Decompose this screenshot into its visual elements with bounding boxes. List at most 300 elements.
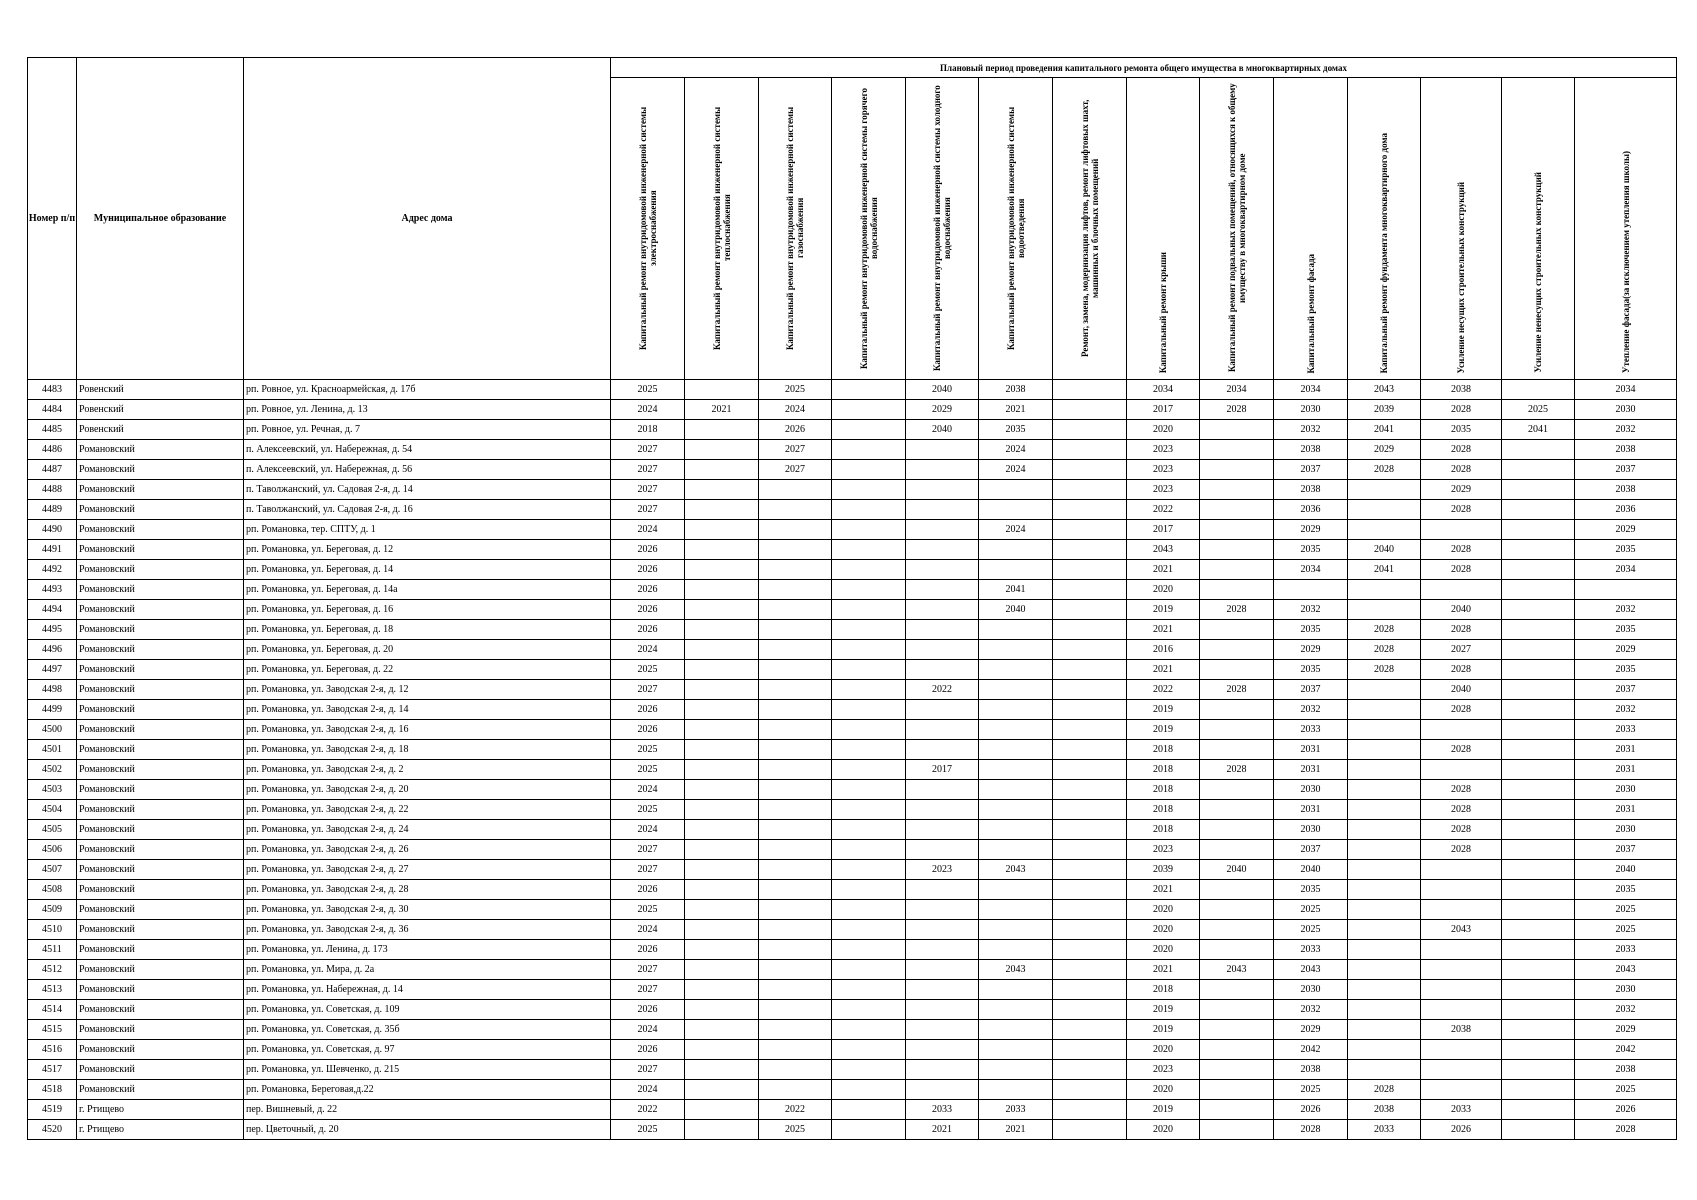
year-cell: 2026 bbox=[611, 600, 685, 620]
year-cell bbox=[685, 1100, 759, 1120]
year-cell bbox=[1421, 1080, 1502, 1100]
year-cell bbox=[1502, 480, 1575, 500]
year-cell: 2031 bbox=[1274, 740, 1348, 760]
year-cell bbox=[1502, 940, 1575, 960]
col-header-work-5 bbox=[906, 78, 979, 380]
year-cell bbox=[1421, 880, 1502, 900]
row-number: 4497 bbox=[28, 660, 77, 680]
col-header-municipality: Муниципальное образование bbox=[77, 58, 244, 380]
table-row bbox=[28, 380, 1677, 400]
municipality: Романовский bbox=[77, 760, 244, 780]
year-cell: 2020 bbox=[1127, 1080, 1200, 1100]
year-cell bbox=[1348, 980, 1421, 1000]
year-cell bbox=[832, 420, 906, 440]
year-cell bbox=[1421, 900, 1502, 920]
year-cell bbox=[759, 920, 832, 940]
year-cell: 2030 bbox=[1575, 820, 1677, 840]
year-cell: 2028 bbox=[1421, 440, 1502, 460]
year-cell bbox=[906, 540, 979, 560]
year-cell: 2035 bbox=[1421, 420, 1502, 440]
table-row bbox=[28, 960, 1677, 980]
row-number: 4514 bbox=[28, 1000, 77, 1020]
year-cell bbox=[1053, 800, 1127, 820]
year-cell: 2018 bbox=[1127, 760, 1200, 780]
year-cell bbox=[906, 480, 979, 500]
municipality: Романовский bbox=[77, 600, 244, 620]
year-cell bbox=[832, 720, 906, 740]
table-row bbox=[28, 940, 1677, 960]
address: рп. Романовка, ул. Шевченко, д. 215 bbox=[244, 1060, 611, 1080]
year-cell bbox=[1200, 1020, 1274, 1040]
year-cell bbox=[832, 860, 906, 880]
year-cell: 2040 bbox=[1421, 680, 1502, 700]
year-cell bbox=[1053, 860, 1127, 880]
year-cell: 2028 bbox=[1348, 640, 1421, 660]
col-header-work-3 bbox=[759, 78, 832, 380]
year-cell bbox=[979, 640, 1053, 660]
year-cell bbox=[759, 820, 832, 840]
year-cell bbox=[1348, 580, 1421, 600]
year-cell: 2027 bbox=[1421, 640, 1502, 660]
year-cell: 2039 bbox=[1348, 400, 1421, 420]
year-cell: 2025 bbox=[1274, 900, 1348, 920]
year-cell bbox=[832, 1020, 906, 1040]
year-cell bbox=[832, 680, 906, 700]
year-cell bbox=[1421, 760, 1502, 780]
year-cell bbox=[1053, 1000, 1127, 1020]
year-cell bbox=[759, 780, 832, 800]
year-cell: 2024 bbox=[611, 820, 685, 840]
year-cell: 2029 bbox=[1575, 520, 1677, 540]
year-cell bbox=[832, 540, 906, 560]
year-cell bbox=[1053, 660, 1127, 680]
year-cell: 2043 bbox=[1274, 960, 1348, 980]
year-cell bbox=[1200, 720, 1274, 740]
year-cell: 2023 bbox=[1127, 480, 1200, 500]
table-row bbox=[28, 780, 1677, 800]
year-cell bbox=[1200, 840, 1274, 860]
year-cell: 2032 bbox=[1274, 600, 1348, 620]
row-number: 4519 bbox=[28, 1100, 77, 1120]
year-cell bbox=[1502, 700, 1575, 720]
row-number: 4511 bbox=[28, 940, 77, 960]
year-cell: 2028 bbox=[1421, 740, 1502, 760]
year-cell bbox=[1502, 440, 1575, 460]
year-cell bbox=[1200, 440, 1274, 460]
year-cell bbox=[1200, 460, 1274, 480]
address: рп. Романовка, ул. Советская, д. 109 bbox=[244, 1000, 611, 1020]
year-cell bbox=[906, 460, 979, 480]
year-cell bbox=[1053, 960, 1127, 980]
year-cell bbox=[1502, 500, 1575, 520]
year-cell: 2020 bbox=[1127, 920, 1200, 940]
year-cell bbox=[1348, 1020, 1421, 1040]
year-cell: 2024 bbox=[611, 920, 685, 940]
year-cell: 2032 bbox=[1274, 700, 1348, 720]
year-cell bbox=[1348, 800, 1421, 820]
municipality: Романовский bbox=[77, 1000, 244, 1020]
row-number: 4483 bbox=[28, 380, 77, 400]
year-cell: 2018 bbox=[1127, 740, 1200, 760]
address: рп. Романовка, ул. Заводская 2-я, д. 16 bbox=[244, 720, 611, 740]
year-cell bbox=[1348, 680, 1421, 700]
year-cell: 2032 bbox=[1575, 1000, 1677, 1020]
year-cell bbox=[1502, 560, 1575, 580]
year-cell bbox=[832, 780, 906, 800]
year-cell: 2035 bbox=[1274, 620, 1348, 640]
table-row bbox=[28, 840, 1677, 860]
year-cell bbox=[759, 580, 832, 600]
year-cell bbox=[685, 780, 759, 800]
address: рп. Романовка, ул. Заводская 2-я, д. 14 bbox=[244, 700, 611, 720]
year-cell: 2032 bbox=[1575, 700, 1677, 720]
year-cell bbox=[1053, 880, 1127, 900]
year-cell: 2035 bbox=[979, 420, 1053, 440]
year-cell bbox=[906, 900, 979, 920]
municipality: Ровенский bbox=[77, 380, 244, 400]
year-cell bbox=[979, 680, 1053, 700]
table-row bbox=[28, 1060, 1677, 1080]
year-cell: 2028 bbox=[1200, 600, 1274, 620]
year-cell bbox=[685, 900, 759, 920]
year-cell bbox=[759, 680, 832, 700]
year-cell: 2033 bbox=[906, 1100, 979, 1120]
year-cell bbox=[1348, 1060, 1421, 1080]
year-cell bbox=[832, 700, 906, 720]
year-cell: 2029 bbox=[1274, 1020, 1348, 1040]
year-cell: 2026 bbox=[611, 540, 685, 560]
year-cell bbox=[979, 700, 1053, 720]
address: п. Таволжанский, ул. Садовая 2-я, д. 16 bbox=[244, 500, 611, 520]
year-cell: 2024 bbox=[611, 780, 685, 800]
year-cell bbox=[1502, 460, 1575, 480]
year-cell bbox=[1502, 800, 1575, 820]
year-cell bbox=[1053, 820, 1127, 840]
address: рп. Романовка, ул. Береговая, д. 12 bbox=[244, 540, 611, 560]
address: п. Таволжанский, ул. Садовая 2-я, д. 14 bbox=[244, 480, 611, 500]
year-cell bbox=[685, 860, 759, 880]
year-cell: 2023 bbox=[1127, 440, 1200, 460]
year-cell bbox=[906, 800, 979, 820]
year-cell bbox=[906, 720, 979, 740]
row-number: 4517 bbox=[28, 1060, 77, 1080]
row-number: 4506 bbox=[28, 840, 77, 860]
year-cell bbox=[1502, 1000, 1575, 1020]
year-cell bbox=[759, 960, 832, 980]
year-cell bbox=[832, 620, 906, 640]
col-header-work-14 bbox=[1575, 78, 1677, 380]
year-cell bbox=[979, 880, 1053, 900]
year-cell: 2024 bbox=[979, 520, 1053, 540]
year-cell bbox=[832, 1120, 906, 1140]
year-cell bbox=[1502, 720, 1575, 740]
year-cell bbox=[685, 700, 759, 720]
year-cell bbox=[906, 580, 979, 600]
address: рп. Романовка, ул. Береговая, д. 18 bbox=[244, 620, 611, 640]
year-cell: 2034 bbox=[1200, 380, 1274, 400]
year-cell bbox=[1200, 420, 1274, 440]
year-cell bbox=[1502, 860, 1575, 880]
year-cell bbox=[759, 980, 832, 1000]
address: рп. Романовка, ул. Береговая, д. 14 bbox=[244, 560, 611, 580]
work-type-label: Утепление фасада(за исключением утепления школы) bbox=[1620, 150, 1631, 373]
year-cell: 2018 bbox=[1127, 980, 1200, 1000]
year-cell bbox=[1502, 1060, 1575, 1080]
year-cell: 2026 bbox=[611, 1040, 685, 1060]
year-cell bbox=[979, 1020, 1053, 1040]
year-cell: 2028 bbox=[1421, 840, 1502, 860]
year-cell bbox=[832, 940, 906, 960]
table-row bbox=[28, 820, 1677, 840]
municipality: Ровенский bbox=[77, 400, 244, 420]
year-cell bbox=[759, 1020, 832, 1040]
work-type-label: Капитальный ремонт внутридомовой инженерной системы горячего водоснабжения bbox=[858, 87, 879, 369]
year-cell bbox=[906, 960, 979, 980]
year-cell bbox=[759, 540, 832, 560]
address: рп. Романовка, ул. Береговая, д. 16 bbox=[244, 600, 611, 620]
year-cell bbox=[979, 1080, 1053, 1100]
year-cell: 2026 bbox=[611, 620, 685, 640]
year-cell: 2040 bbox=[1200, 860, 1274, 880]
year-cell bbox=[979, 760, 1053, 780]
year-cell: 2028 bbox=[1421, 460, 1502, 480]
year-cell bbox=[759, 620, 832, 640]
year-cell: 2035 bbox=[1575, 660, 1677, 680]
year-cell bbox=[979, 780, 1053, 800]
year-cell bbox=[1053, 1120, 1127, 1140]
year-cell bbox=[1053, 580, 1127, 600]
year-cell bbox=[1053, 700, 1127, 720]
year-cell bbox=[832, 560, 906, 580]
year-cell bbox=[685, 980, 759, 1000]
table-row bbox=[28, 700, 1677, 720]
year-cell bbox=[685, 1000, 759, 1020]
year-cell: 2027 bbox=[611, 860, 685, 880]
table-row bbox=[28, 440, 1677, 460]
table-row bbox=[28, 660, 1677, 680]
year-cell: 2027 bbox=[611, 960, 685, 980]
year-cell bbox=[979, 740, 1053, 760]
year-cell: 2029 bbox=[1421, 480, 1502, 500]
year-cell bbox=[1053, 1100, 1127, 1120]
year-cell bbox=[979, 980, 1053, 1000]
year-cell: 2043 bbox=[1421, 920, 1502, 940]
year-cell bbox=[979, 800, 1053, 820]
year-cell bbox=[1348, 960, 1421, 980]
year-cell bbox=[906, 620, 979, 640]
year-cell bbox=[906, 980, 979, 1000]
year-cell bbox=[1575, 580, 1677, 600]
municipality: Романовский bbox=[77, 740, 244, 760]
year-cell bbox=[759, 600, 832, 620]
year-cell bbox=[832, 1060, 906, 1080]
year-cell: 2022 bbox=[759, 1100, 832, 1120]
address: рп. Романовка, ул. Заводская 2-я, д. 27 bbox=[244, 860, 611, 880]
year-cell bbox=[685, 880, 759, 900]
year-cell: 2026 bbox=[611, 560, 685, 580]
table-row bbox=[28, 760, 1677, 780]
year-cell: 2043 bbox=[1575, 960, 1677, 980]
year-cell bbox=[759, 940, 832, 960]
year-cell bbox=[1421, 960, 1502, 980]
year-cell bbox=[1502, 900, 1575, 920]
year-cell bbox=[685, 820, 759, 840]
table-row bbox=[28, 1100, 1677, 1120]
year-cell bbox=[1502, 980, 1575, 1000]
address: рп. Ровное, ул. Речная, д. 7 bbox=[244, 420, 611, 440]
year-cell: 2038 bbox=[1575, 440, 1677, 460]
year-cell: 2040 bbox=[979, 600, 1053, 620]
year-cell: 2025 bbox=[1274, 920, 1348, 940]
address: рп. Романовка, ул. Ленина, д. 173 bbox=[244, 940, 611, 960]
year-cell: 2025 bbox=[611, 900, 685, 920]
year-cell: 2022 bbox=[1127, 680, 1200, 700]
municipality: Романовский bbox=[77, 560, 244, 580]
year-cell: 2033 bbox=[1274, 720, 1348, 740]
work-type-label: Капитальный ремонт крыши bbox=[1158, 251, 1168, 373]
year-cell: 2027 bbox=[759, 440, 832, 460]
municipality: Романовский bbox=[77, 460, 244, 480]
year-cell: 2033 bbox=[1348, 1120, 1421, 1140]
year-cell bbox=[759, 1040, 832, 1060]
year-cell: 2032 bbox=[1274, 420, 1348, 440]
year-cell bbox=[832, 380, 906, 400]
year-cell: 2038 bbox=[1274, 440, 1348, 460]
year-cell: 2028 bbox=[1421, 540, 1502, 560]
year-cell: 2019 bbox=[1127, 1020, 1200, 1040]
municipality: Романовский bbox=[77, 880, 244, 900]
municipality: Романовский bbox=[77, 680, 244, 700]
year-cell: 2022 bbox=[906, 680, 979, 700]
row-number: 4495 bbox=[28, 620, 77, 640]
municipality: г. Ртищево bbox=[77, 1120, 244, 1140]
work-type-label: Усиление несущих строительных конструкций bbox=[1456, 181, 1466, 373]
row-number: 4501 bbox=[28, 740, 77, 760]
year-cell bbox=[1348, 740, 1421, 760]
year-cell bbox=[1200, 1060, 1274, 1080]
municipality: г. Ртищево bbox=[77, 1100, 244, 1120]
year-cell: 2028 bbox=[1421, 500, 1502, 520]
row-number: 4509 bbox=[28, 900, 77, 920]
year-cell bbox=[685, 680, 759, 700]
year-cell bbox=[1421, 520, 1502, 540]
table-row bbox=[28, 680, 1677, 700]
year-cell: 2024 bbox=[611, 1080, 685, 1100]
year-cell bbox=[979, 500, 1053, 520]
year-cell: 2027 bbox=[611, 980, 685, 1000]
col-header-work-4 bbox=[832, 78, 906, 380]
year-cell bbox=[685, 840, 759, 860]
year-cell: 2019 bbox=[1127, 1000, 1200, 1020]
year-cell bbox=[832, 800, 906, 820]
year-cell: 2041 bbox=[979, 580, 1053, 600]
municipality: Романовский bbox=[77, 980, 244, 1000]
year-cell bbox=[1348, 900, 1421, 920]
year-cell: 2026 bbox=[1575, 1100, 1677, 1120]
year-cell bbox=[1348, 600, 1421, 620]
address: рп. Романовка, ул. Мира, д. 2а bbox=[244, 960, 611, 980]
year-cell: 2033 bbox=[1274, 940, 1348, 960]
year-cell: 2041 bbox=[1348, 560, 1421, 580]
year-cell bbox=[832, 840, 906, 860]
address: рп. Романовка, ул. Заводская 2-я, д. 2 bbox=[244, 760, 611, 780]
municipality: Романовский bbox=[77, 900, 244, 920]
year-cell bbox=[1421, 860, 1502, 880]
year-cell: 2034 bbox=[1575, 560, 1677, 580]
row-number: 4520 bbox=[28, 1120, 77, 1140]
year-cell bbox=[1502, 680, 1575, 700]
table-row bbox=[28, 540, 1677, 560]
year-cell: 2031 bbox=[1274, 760, 1348, 780]
year-cell bbox=[1502, 540, 1575, 560]
row-number: 4484 bbox=[28, 400, 77, 420]
year-cell: 2025 bbox=[1502, 400, 1575, 420]
year-cell bbox=[1348, 920, 1421, 940]
year-cell bbox=[1053, 740, 1127, 760]
year-cell bbox=[979, 540, 1053, 560]
year-cell: 2031 bbox=[1274, 800, 1348, 820]
year-cell: 2040 bbox=[906, 380, 979, 400]
year-cell bbox=[1502, 840, 1575, 860]
table-row bbox=[28, 920, 1677, 940]
year-cell bbox=[1348, 880, 1421, 900]
year-cell bbox=[685, 460, 759, 480]
year-cell bbox=[832, 500, 906, 520]
year-cell bbox=[1502, 1100, 1575, 1120]
plan-period-header: Плановый период проведения капитального ремонта общего имущества в многоквартирных домах bbox=[611, 58, 1677, 78]
year-cell: 2021 bbox=[1127, 620, 1200, 640]
year-cell: 2021 bbox=[906, 1120, 979, 1140]
year-cell bbox=[832, 980, 906, 1000]
table-header bbox=[28, 58, 1677, 380]
year-cell bbox=[979, 660, 1053, 680]
address: рп. Романовка, ул. Заводская 2-я, д. 18 bbox=[244, 740, 611, 760]
year-cell: 2030 bbox=[1575, 980, 1677, 1000]
year-cell: 2028 bbox=[1575, 1120, 1677, 1140]
year-cell: 2026 bbox=[1274, 1100, 1348, 1120]
work-type-label: Капитальный ремонт внутридомовой инженерной системы холодного водоснабжения bbox=[932, 85, 952, 371]
table-row bbox=[28, 880, 1677, 900]
year-cell bbox=[685, 500, 759, 520]
municipality: Романовский bbox=[77, 640, 244, 660]
year-cell bbox=[685, 440, 759, 460]
address: рп. Романовка, ул. Заводская 2-я, д. 28 bbox=[244, 880, 611, 900]
year-cell: 2035 bbox=[1274, 880, 1348, 900]
work-type-label: Капитальный ремонт внутридомовой инженерной системы электроснабжения bbox=[637, 106, 658, 350]
year-cell bbox=[759, 880, 832, 900]
year-cell: 2042 bbox=[1575, 1040, 1677, 1060]
work-type-label: Усиление ненесущих строительных конструкций bbox=[1533, 172, 1543, 373]
year-cell bbox=[759, 840, 832, 860]
year-cell: 2033 bbox=[1575, 720, 1677, 740]
year-cell bbox=[906, 1020, 979, 1040]
year-cell: 2024 bbox=[611, 520, 685, 540]
address: пер. Вишневый, д. 22 bbox=[244, 1100, 611, 1120]
year-cell: 2033 bbox=[1421, 1100, 1502, 1120]
year-cell: 2039 bbox=[1127, 860, 1200, 880]
year-cell bbox=[832, 1040, 906, 1060]
year-cell: 2026 bbox=[611, 1000, 685, 1020]
year-cell: 2038 bbox=[1575, 1060, 1677, 1080]
year-cell: 2027 bbox=[759, 460, 832, 480]
year-cell: 2036 bbox=[1274, 500, 1348, 520]
year-cell: 2018 bbox=[1127, 780, 1200, 800]
municipality: Романовский bbox=[77, 520, 244, 540]
year-cell bbox=[685, 1060, 759, 1080]
year-cell bbox=[979, 1060, 1053, 1080]
municipality: Романовский bbox=[77, 500, 244, 520]
year-cell bbox=[906, 880, 979, 900]
